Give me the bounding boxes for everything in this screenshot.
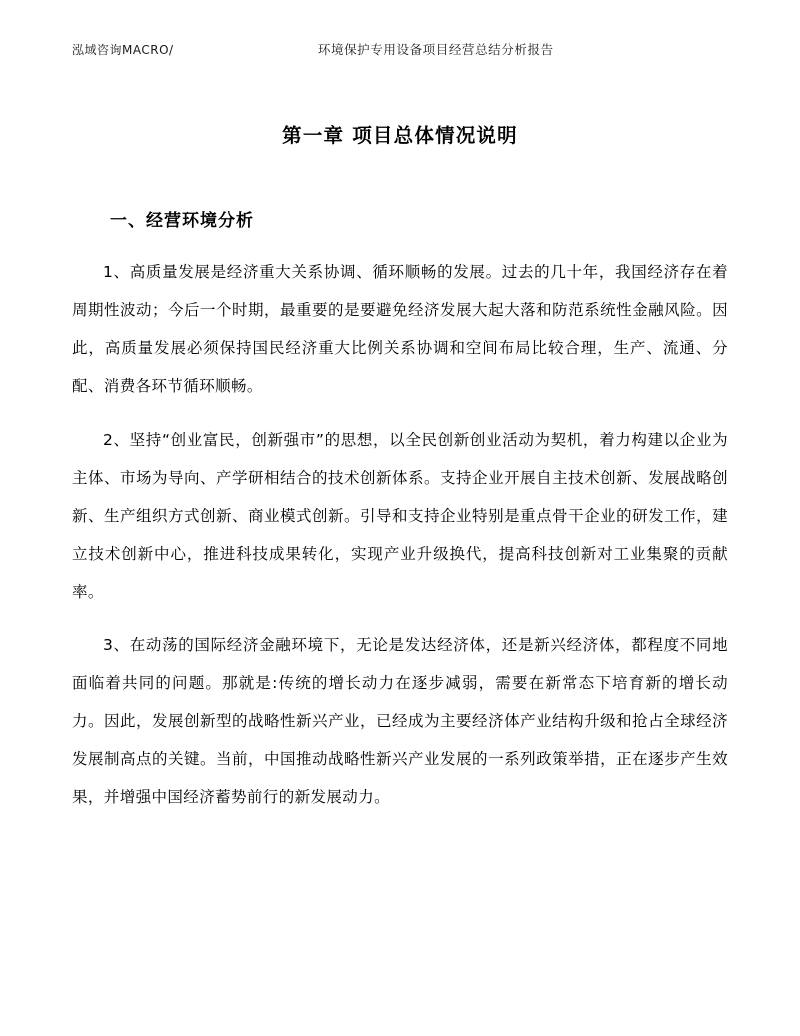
paragraph: 3、在动荡的国际经济金融环境下，无论是发达经济体，还是新兴经济体，都程度不同地面临着共同的问题。那就是:传统的增长动力在逐步减弱，需要在新常态下培育新的增长动力。因此，发展创新型的战略性新兴产业，已经成为主要经济体产业结构升级和抢占全球经济发展制高点的关键。当前，中国推动战略性新兴产业发展的一系列政策举措，正在逐步产生效果，并增强中国经济蓄势前行的新发展动力。 [72, 636, 728, 806]
chapter-title: 第一章 项目总体情况说明 [282, 124, 518, 147]
header-document-title: 环境保护专用设备项目经营总结分析报告 [317, 42, 554, 57]
section-title: 一、经营环境分析 [110, 211, 254, 231]
header-brand: 泓域咨询MACRO/ [72, 43, 174, 57]
page-header [72, 0, 728, 58]
paragraph: 1、高质量发展是经济重大关系协调、循环顺畅的发展。过去的几十年，我国经济存在着周期性波动；今后一个时期，最重要的是要避免经济发展大起大落和防范系统性金融风险。因此，高质量发展必须保持国民经济重大比例关系协调和空间布局比较合理，生产、流通、分配、消费各环节循环顺畅。 [72, 263, 728, 395]
paragraph: 2、坚持“创业富民，创新强市”的思想，以全民创新创业活动为契机，着力构建以企业为主体、市场为导向、产学研相结合的技术创新体系。支持企业开展自主技术创新、发展战略创新、生产组织方式创新、商业模式创新。引导和支持企业特别是重点骨干企业的研发工作，建立技术创新中心，推进科技成果转化，实现产业升级换代，提高科技创新对工业集聚的贡献率。 [72, 430, 728, 601]
